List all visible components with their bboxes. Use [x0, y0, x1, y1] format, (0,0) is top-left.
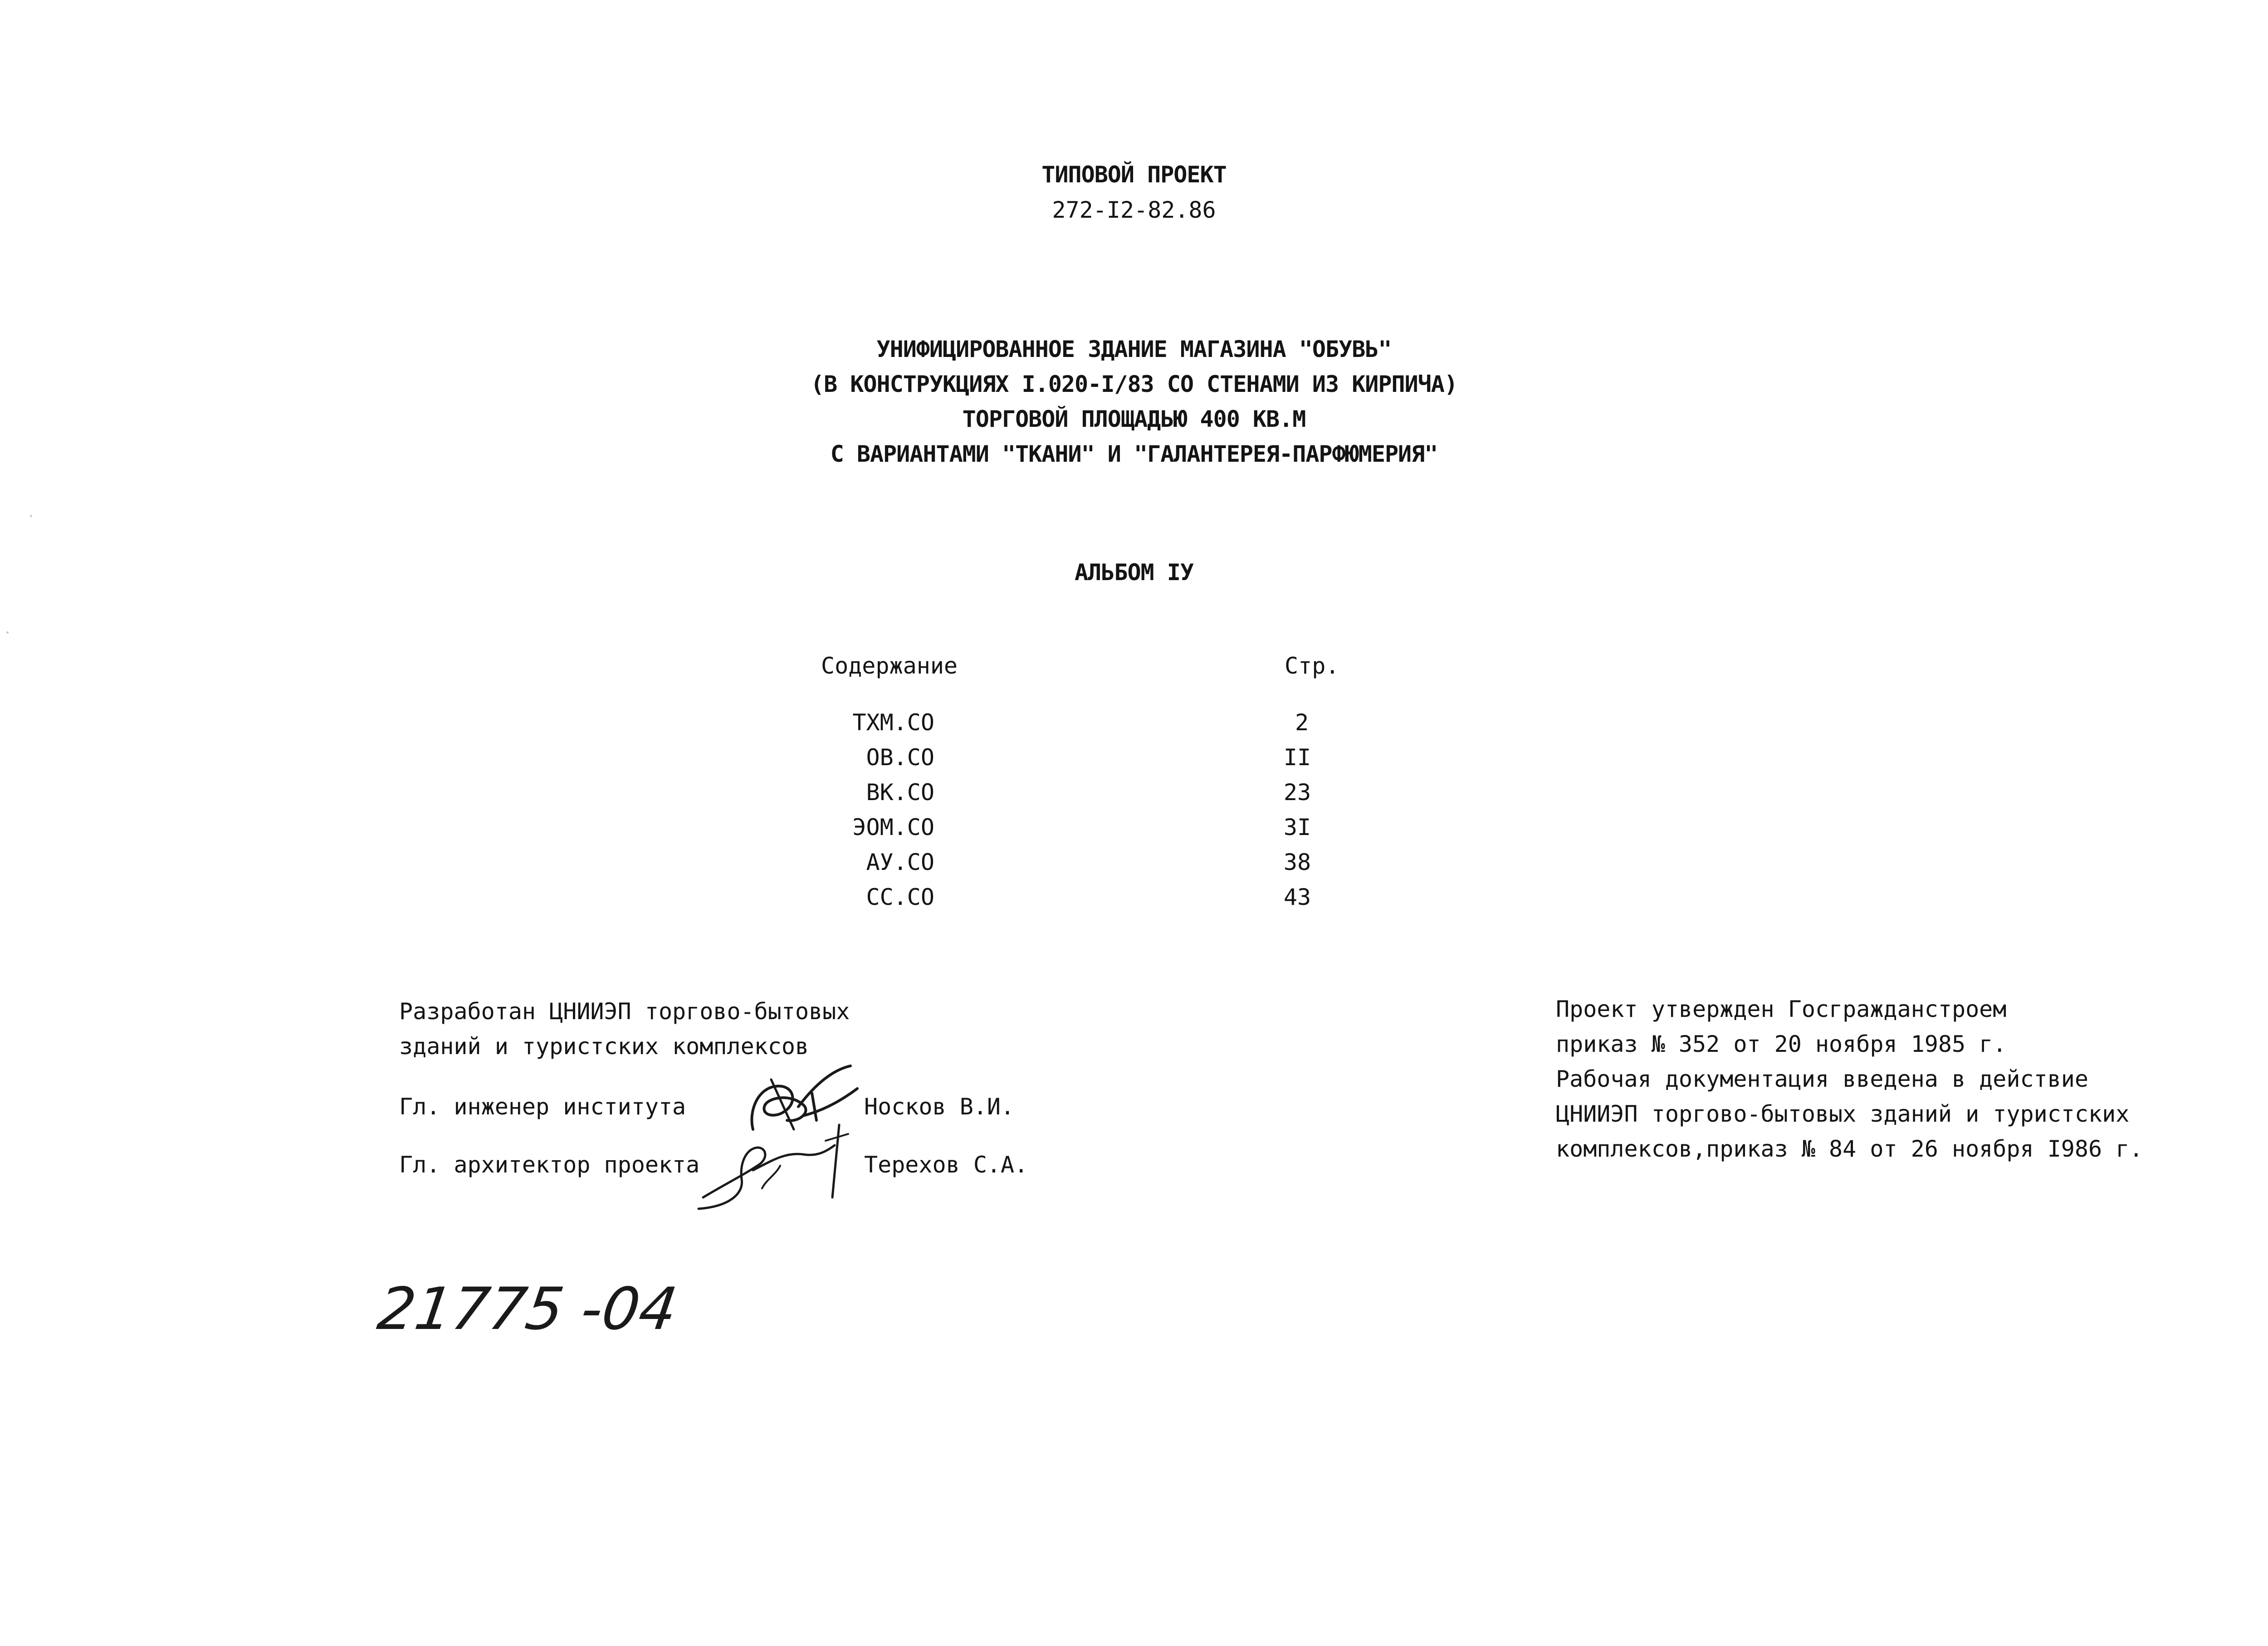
- approval-line-4: ЦНИИЭП торгово-бытовых зданий и туристских: [1556, 1101, 2130, 1127]
- developer-line-1: Разработан ЦНИИЭП торгово-бытовых: [399, 998, 850, 1025]
- inventory-number-text: 21775 -04: [373, 1275, 681, 1343]
- title-line-2: (В КОНСТРУКЦИЯХ I.020-I/83 СО СТЕНАМИ ИЗ КИРПИЧА): [810, 371, 1458, 397]
- architect-signature: [689, 1120, 866, 1211]
- toc-item-code: ВК.СО: [866, 779, 934, 806]
- approval-line-3: Рабочая документация введена в действие: [1556, 1066, 2088, 1092]
- toc-header-content: Содержание: [821, 653, 958, 679]
- toc-item-code: СС.СО: [866, 884, 934, 910]
- toc-header-page: Стр.: [1285, 653, 1339, 679]
- toc-item-code: ТХМ.СО: [852, 709, 934, 736]
- toc-item-page: 3I: [1283, 814, 1311, 840]
- developer-line-2: зданий и туристских комплексов: [399, 1033, 809, 1060]
- inventory-number: [373, 1275, 681, 1343]
- toc-item-code: ОВ.СО: [866, 744, 934, 771]
- toc-item-page: 23: [1283, 779, 1311, 806]
- title-line-4: С ВАРИАНТАМИ "ТКАНИ" И "ГАЛАНТЕРЕЯ-ПАРФЮМЕРИЯ": [830, 441, 1438, 467]
- project-number: 272-I2-82.86: [1052, 197, 1216, 223]
- scan-dot: [30, 515, 32, 517]
- approval-line-5: комплексов,приказ № 84 от 26 ноября I986 г.: [1556, 1136, 2143, 1162]
- toc-item-code: АУ.СО: [866, 849, 934, 875]
- scan-dot: [6, 631, 9, 634]
- document-type: ТИПОВОЙ ПРОЕКТ: [1041, 161, 1227, 188]
- toc-item-page: 43: [1283, 884, 1311, 910]
- chief-architect-name: Терехов С.А.: [864, 1152, 1028, 1178]
- toc-item-page: 38: [1283, 849, 1311, 875]
- toc-item-code: ЭОМ.СО: [852, 814, 934, 840]
- chief-engineer-name: Носков В.И.: [864, 1094, 1015, 1120]
- toc-item-page: 2: [1295, 709, 1309, 736]
- chief-engineer-label: Гл. инженер института: [399, 1094, 686, 1120]
- title-line-1: УНИФИЦИРОВАННОЕ ЗДАНИЕ МАГАЗИНА "ОБУВЬ": [876, 336, 1392, 362]
- album-label: АЛЬБОМ IУ: [1075, 559, 1193, 586]
- title-line-3: ТОРГОВОЙ ПЛОЩАДЬЮ 400 КВ.М: [962, 406, 1306, 432]
- approval-line-2: приказ № 352 от 20 ноября 1985 г.: [1556, 1031, 2007, 1057]
- chief-architect-label: Гл. архитектор проекта: [399, 1152, 700, 1178]
- toc-item-page: II: [1283, 744, 1311, 771]
- approval-line-1: Проект утвержден Госгражданстроем: [1556, 996, 2007, 1022]
